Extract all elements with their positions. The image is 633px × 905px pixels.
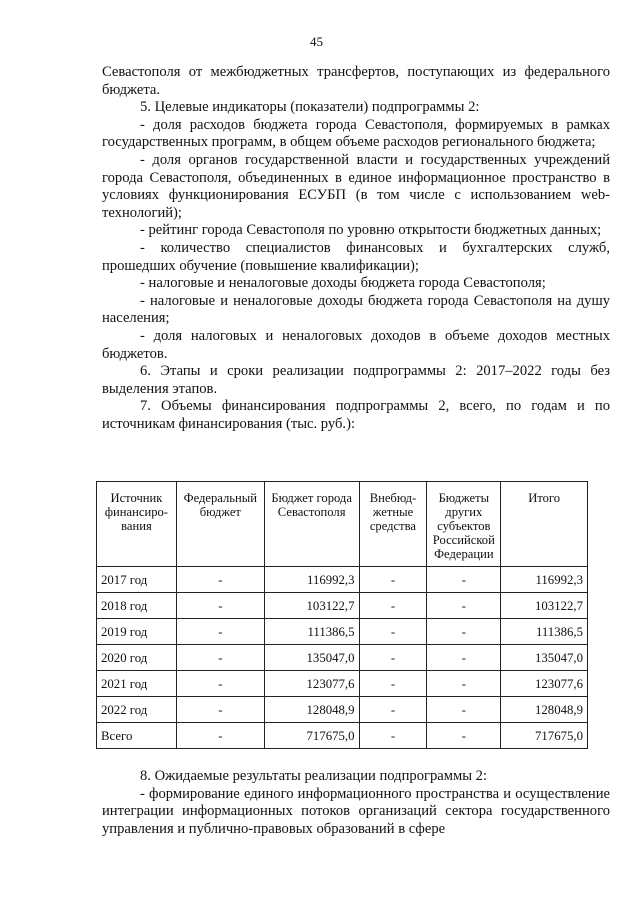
paragraph: - количество специалистов финансовых и бухгалтерских служб, прошедших обучение (повышение квалификации); (102, 239, 610, 274)
financing-table (96, 481, 588, 749)
table-header-row (97, 482, 588, 567)
cell-city: 717675,0 (264, 723, 359, 749)
header-city-budget: Бюджет города Севастополя (264, 482, 359, 567)
cell-extrabudgetary: - (359, 593, 427, 619)
cell-federal: - (176, 567, 264, 593)
paragraph: 5. Целевые индикаторы (показатели) подпрограммы 2: (140, 99, 480, 116)
table-row (97, 671, 588, 697)
table-row (97, 593, 588, 619)
paragraph: Севастополя от межбюджетных трансфертов, поступающих из федерального бюджета. (102, 64, 610, 98)
paragraph: - доля расходов бюджета города Севастополя, формируемых в рамках государственных программ, в общем объеме расходов регионального бюджета; (102, 116, 610, 151)
cell-city: 135047,0 (264, 645, 359, 671)
cell-year: 2021 год (97, 671, 177, 697)
cell-federal: - (176, 723, 264, 749)
cell-total: 123077,6 (501, 671, 588, 697)
paragraph: - доля налоговых и неналоговых доходов в объеме доходов местных бюджетов. (102, 327, 610, 362)
cell-federal: - (176, 593, 264, 619)
table-row (97, 697, 588, 723)
header-total: Итого (501, 482, 588, 567)
cell-year: 2017 год (97, 567, 177, 593)
page-number: 45 (310, 34, 323, 49)
cell-year: 2022 год (97, 697, 177, 723)
cell-year: 2018 год (97, 593, 177, 619)
cell-other: - (427, 567, 501, 593)
cell-extrabudgetary: - (359, 645, 427, 671)
document-body-bottom (102, 768, 610, 838)
cell-other: - (427, 619, 501, 645)
document-body-top (102, 64, 610, 433)
cell-total: 128048,9 (501, 697, 588, 723)
table-row-total (97, 723, 588, 749)
cell-extrabudgetary: - (359, 697, 427, 723)
cell-federal: - (176, 619, 264, 645)
table-row (97, 645, 588, 671)
cell-federal: - (176, 645, 264, 671)
cell-city: 128048,9 (264, 697, 359, 723)
cell-other: - (427, 723, 501, 749)
cell-federal: - (176, 671, 264, 697)
cell-total: 103122,7 (501, 593, 588, 619)
cell-other: - (427, 645, 501, 671)
header-other-subjects: Бюджеты других субъектов Российской Федерации (427, 482, 501, 567)
cell-year: Всего (97, 723, 177, 749)
cell-extrabudgetary: - (359, 619, 427, 645)
paragraph: 7. Объемы финансирования подпрограммы 2, всего, по годам и по источникам финансирования (тыс. руб.): (102, 398, 610, 432)
table-row (97, 619, 588, 645)
paragraph: - налоговые и неналоговые доходы бюджета города Севастополя на душу населения; (102, 292, 610, 327)
paragraph: 6. Этапы и сроки реализации подпрограммы 2: 2017–2022 годы без выделения этапов. (102, 363, 610, 397)
paragraph: 8. Ожидаемые результаты реализации подпрограммы 2: (140, 768, 488, 784)
paragraph: - рейтинг города Севастополя по уровню открытости бюджетных данных; (140, 222, 602, 239)
cell-extrabudgetary: - (359, 567, 427, 593)
cell-other: - (427, 593, 501, 619)
cell-total: 111386,5 (501, 619, 588, 645)
cell-city: 123077,6 (264, 671, 359, 697)
cell-total: 116992,3 (501, 567, 588, 593)
cell-city: 111386,5 (264, 619, 359, 645)
cell-federal: - (176, 697, 264, 723)
paragraph: - налоговые и неналоговые доходы бюджета города Севастополя; (140, 275, 546, 292)
cell-city: 103122,7 (264, 593, 359, 619)
paragraph: - формирование единого информационного пространства и осуществление интеграции информационных потоков организаций сектора государственного управления и публично-правовых образований в сфере (102, 785, 610, 837)
paragraph: - доля органов государственной власти и государственных учреждений города Севастополя, объединенных в единое информационное пространство в условиях функционирования ЕСУБП (в том числе с использованием web-технологий); (102, 151, 610, 221)
table-row (97, 567, 588, 593)
cell-extrabudgetary: - (359, 723, 427, 749)
header-extrabudgetary: Внебюд-жетные средства (359, 482, 427, 567)
cell-year: 2019 год (97, 619, 177, 645)
header-source: Источник финансиро-вания (97, 482, 177, 567)
cell-extrabudgetary: - (359, 671, 427, 697)
cell-city: 116992,3 (264, 567, 359, 593)
header-federal-budget: Федеральный бюджет (176, 482, 264, 567)
cell-year: 2020 год (97, 645, 177, 671)
cell-total: 717675,0 (501, 723, 588, 749)
cell-other: - (427, 697, 501, 723)
cell-total: 135047,0 (501, 645, 588, 671)
cell-other: - (427, 671, 501, 697)
